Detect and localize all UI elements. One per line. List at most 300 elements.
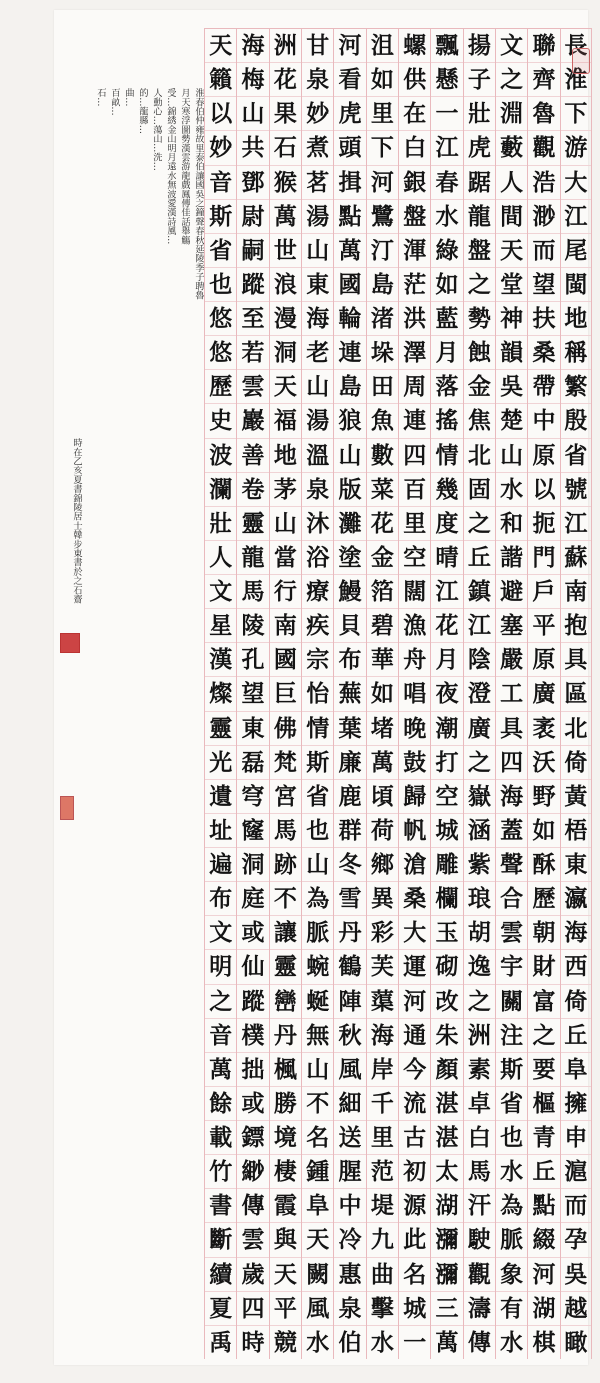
character-cell: 福 <box>270 403 301 437</box>
character-cell: 萬 <box>334 233 365 267</box>
character-cell: 孕 <box>561 1222 591 1256</box>
character-cell: 觀 <box>528 130 559 164</box>
character-cell: 湖 <box>528 1291 559 1325</box>
character-cell: 地 <box>270 438 301 472</box>
character-cell: 竹 <box>205 1154 236 1188</box>
seal-2-icon <box>60 796 74 820</box>
character-cell: 山 <box>302 369 333 403</box>
character-cell: 在 <box>399 96 430 130</box>
character-cell: 踞 <box>464 165 495 199</box>
character-cell: 沮 <box>367 28 398 62</box>
character-cell: 梧 <box>561 813 591 847</box>
character-cell: 廉 <box>334 745 365 779</box>
character-cell: 茫 <box>399 267 430 301</box>
character-cell: 當 <box>270 540 301 574</box>
character-cell: 之 <box>496 62 527 96</box>
character-cell: 境 <box>270 1120 301 1154</box>
character-cell: 巒 <box>270 984 301 1018</box>
character-cell: 江 <box>561 199 591 233</box>
character-cell: 水 <box>367 1325 398 1359</box>
character-cell: 蹤 <box>237 984 268 1018</box>
character-cell: 淵 <box>496 96 527 130</box>
character-cell: 唱 <box>399 676 430 710</box>
character-cell: 揚 <box>464 28 495 62</box>
character-cell: 下 <box>367 130 398 164</box>
character-cell: 石 <box>270 130 301 164</box>
character-cell: 闕 <box>302 1257 333 1291</box>
character-cell: 廣 <box>528 676 559 710</box>
character-cell: 太 <box>431 1154 462 1188</box>
character-cell: 雲 <box>237 369 268 403</box>
character-cell: 洞 <box>237 847 268 881</box>
character-cell: 書 <box>205 1188 236 1222</box>
character-cell: 滄 <box>399 847 430 881</box>
character-cell: 鏢 <box>237 1120 268 1154</box>
character-cell: 歸 <box>399 779 430 813</box>
character-cell: 下 <box>561 96 591 130</box>
character-cell: 打 <box>431 745 462 779</box>
character-cell: 綴 <box>528 1222 559 1256</box>
character-cell: 水 <box>496 1154 527 1188</box>
character-cell: 天 <box>270 369 301 403</box>
inscription-column: 曲… <box>123 88 134 107</box>
character-cell: 關 <box>496 984 527 1018</box>
character-cell: 稱 <box>561 335 591 369</box>
character-cell: 而 <box>528 233 559 267</box>
character-cell: 光 <box>205 745 236 779</box>
character-cell: 藍 <box>431 301 462 335</box>
character-cell: 煮 <box>302 130 333 164</box>
character-cell: 海 <box>496 779 527 813</box>
character-cell: 通 <box>399 1018 430 1052</box>
character-cell: 和 <box>496 506 527 540</box>
character-cell: 大 <box>399 915 430 949</box>
character-cell: 間 <box>496 199 527 233</box>
character-cell: 茗 <box>302 165 333 199</box>
character-cell: 里 <box>367 1120 398 1154</box>
character-cell: 風 <box>302 1291 333 1325</box>
character-cell: 共 <box>237 130 268 164</box>
character-cell: 盤 <box>464 233 495 267</box>
text-column <box>204 28 236 1359</box>
character-cell: 蜿 <box>302 949 333 983</box>
character-cell: 越 <box>561 1291 591 1325</box>
character-cell: 山 <box>302 233 333 267</box>
character-cell: 碧 <box>367 608 398 642</box>
character-cell: 一 <box>431 96 462 130</box>
character-cell: 湯 <box>302 403 333 437</box>
text-column <box>301 28 333 1359</box>
character-cell: 妙 <box>205 130 236 164</box>
character-cell: 洲 <box>464 1018 495 1052</box>
character-cell: 鰻 <box>334 574 365 608</box>
character-cell: 丘 <box>528 1154 559 1188</box>
character-cell: 嚴 <box>496 642 527 676</box>
character-cell: 月 <box>431 642 462 676</box>
character-cell: 戶 <box>528 574 559 608</box>
character-cell: 妙 <box>302 96 333 130</box>
character-cell: 紫 <box>464 847 495 881</box>
character-cell: 搖 <box>431 403 462 437</box>
character-cell: 白 <box>399 130 430 164</box>
character-cell: 改 <box>431 984 462 1018</box>
character-cell: 窿 <box>237 813 268 847</box>
character-cell: 空 <box>399 540 430 574</box>
character-cell: 之 <box>464 984 495 1018</box>
character-cell: 雲 <box>237 1222 268 1256</box>
character-cell: 茅 <box>270 472 301 506</box>
character-cell: 卓 <box>464 1086 495 1120</box>
character-cell: 擊 <box>367 1291 398 1325</box>
character-cell: 漁 <box>399 608 430 642</box>
character-cell: 棲 <box>270 1154 301 1188</box>
character-cell: 抱 <box>561 608 591 642</box>
character-cell: 萬 <box>431 1325 462 1359</box>
character-cell: 江 <box>561 506 591 540</box>
character-cell: 丹 <box>270 1018 301 1052</box>
character-cell: 情 <box>302 711 333 745</box>
character-cell: 至 <box>237 301 268 335</box>
character-cell: 而 <box>561 1188 591 1222</box>
character-cell: 與 <box>270 1222 301 1256</box>
character-cell: 數 <box>367 438 398 472</box>
character-cell: 浩 <box>528 165 559 199</box>
character-cell: 彩 <box>367 915 398 949</box>
character-cell: 洲 <box>270 28 301 62</box>
character-cell: 址 <box>205 813 236 847</box>
character-cell: 飄 <box>431 28 462 62</box>
character-cell: 洪 <box>399 301 430 335</box>
character-cell: 渾 <box>399 233 430 267</box>
character-cell: 扼 <box>528 506 559 540</box>
character-cell: 酥 <box>528 847 559 881</box>
character-cell: 拙 <box>237 1052 268 1086</box>
character-cell: 灘 <box>334 506 365 540</box>
character-cell: 舟 <box>399 642 430 676</box>
character-cell: 河 <box>334 28 365 62</box>
text-column <box>236 28 268 1359</box>
character-cell: 天 <box>302 1222 333 1256</box>
character-cell: 固 <box>464 472 495 506</box>
inscription-column: 百畝… <box>109 88 120 116</box>
character-cell: 龍 <box>464 199 495 233</box>
character-cell: 靈 <box>205 711 236 745</box>
character-cell: 螺 <box>399 28 430 62</box>
character-cell: 江 <box>464 608 495 642</box>
character-cell: 象 <box>496 1257 527 1291</box>
character-cell: 山 <box>302 1052 333 1086</box>
character-cell: 長 <box>561 28 591 62</box>
character-cell: 瀛 <box>561 881 591 915</box>
character-cell: 鹿 <box>334 779 365 813</box>
character-cell: 為 <box>302 881 333 915</box>
character-cell: 沃 <box>528 745 559 779</box>
character-cell: 東 <box>302 267 333 301</box>
character-cell: 伯 <box>334 1325 365 1359</box>
character-cell: 欄 <box>431 881 462 915</box>
character-cell: 原 <box>528 438 559 472</box>
character-cell: 堤 <box>367 1188 398 1222</box>
character-cell: 海 <box>237 28 268 62</box>
character-cell: 壯 <box>464 96 495 130</box>
character-cell: 諧 <box>496 540 527 574</box>
character-cell: 蕖 <box>367 984 398 1018</box>
character-cell: 殷 <box>561 403 591 437</box>
character-cell: 垛 <box>367 335 398 369</box>
inscription-column: 人動心…蕩山…洗… <box>151 88 162 171</box>
character-cell: 陣 <box>334 984 365 1018</box>
character-cell: 湛 <box>431 1086 462 1120</box>
character-cell: 城 <box>399 1291 430 1325</box>
character-cell: 曲 <box>367 1257 398 1291</box>
character-cell: 闊 <box>399 574 430 608</box>
character-cell: 人 <box>205 540 236 574</box>
character-cell: 供 <box>399 62 430 96</box>
character-cell: 九 <box>367 1222 398 1256</box>
character-cell: 涵 <box>464 813 495 847</box>
text-column <box>527 28 559 1359</box>
character-cell: 棋 <box>528 1325 559 1359</box>
character-cell: 澄 <box>464 676 495 710</box>
character-cell: 島 <box>334 369 365 403</box>
character-cell: 脈 <box>302 915 333 949</box>
character-cell: 仙 <box>237 949 268 983</box>
character-cell: 情 <box>431 438 462 472</box>
character-cell: 滬 <box>561 1154 591 1188</box>
character-cell: 歷 <box>205 369 236 403</box>
text-column <box>495 28 527 1359</box>
character-cell: 波 <box>205 438 236 472</box>
character-cell: 望 <box>528 267 559 301</box>
inscription-column: 的…龍縣… <box>137 88 148 134</box>
character-cell: 河 <box>399 984 430 1018</box>
character-cell: 運 <box>399 949 430 983</box>
character-cell: 汀 <box>367 233 398 267</box>
character-cell: 歲 <box>237 1257 268 1291</box>
character-cell: 無 <box>302 1018 333 1052</box>
character-cell: 魯 <box>528 96 559 130</box>
character-cell: 鍾 <box>302 1154 333 1188</box>
character-cell: 天 <box>270 1257 301 1291</box>
character-cell: 歷 <box>528 881 559 915</box>
character-cell: 勢 <box>464 301 495 335</box>
character-cell: 花 <box>270 62 301 96</box>
character-cell: 黃 <box>561 779 591 813</box>
character-cell: 或 <box>237 915 268 949</box>
character-cell: 游 <box>561 130 591 164</box>
character-cell: 巖 <box>237 403 268 437</box>
character-cell: 山 <box>334 438 365 472</box>
character-cell: 避 <box>496 574 527 608</box>
character-cell: 具 <box>496 711 527 745</box>
character-cell: 冬 <box>334 847 365 881</box>
character-cell: 具 <box>561 642 591 676</box>
character-cell: 磊 <box>237 745 268 779</box>
character-cell: 水 <box>496 472 527 506</box>
character-cell: 猴 <box>270 165 301 199</box>
character-cell: 湖 <box>431 1188 462 1222</box>
character-cell: 之 <box>528 1018 559 1052</box>
character-cell: 斷 <box>205 1222 236 1256</box>
character-cell: 砌 <box>431 949 462 983</box>
character-cell: 盤 <box>399 199 430 233</box>
character-cell: 焦 <box>464 403 495 437</box>
character-cell: 群 <box>334 813 365 847</box>
character-cell: 溫 <box>302 438 333 472</box>
character-cell: 冷 <box>334 1222 365 1256</box>
character-cell: 周 <box>399 369 430 403</box>
character-cell: 洞 <box>270 335 301 369</box>
character-cell: 馬 <box>270 813 301 847</box>
character-cell: 初 <box>399 1154 430 1188</box>
character-cell: 流 <box>399 1086 430 1120</box>
character-cell: 雪 <box>334 881 365 915</box>
character-cell: 音 <box>205 165 236 199</box>
character-cell: 鼓 <box>399 745 430 779</box>
text-column <box>269 28 301 1359</box>
character-cell: 以 <box>205 96 236 130</box>
character-cell: 湯 <box>302 199 333 233</box>
character-cell: 懸 <box>431 62 462 96</box>
character-cell: 區 <box>561 676 591 710</box>
character-cell: 馬 <box>464 1154 495 1188</box>
character-cell: 競 <box>270 1325 301 1359</box>
text-column <box>398 28 430 1359</box>
character-cell: 陵 <box>237 608 268 642</box>
character-cell: 楚 <box>496 403 527 437</box>
character-cell: 天 <box>496 233 527 267</box>
character-cell: 吳 <box>496 369 527 403</box>
character-cell: 汗 <box>464 1188 495 1222</box>
character-cell: 廣 <box>464 711 495 745</box>
character-cell: 中 <box>528 403 559 437</box>
character-cell: 梵 <box>270 745 301 779</box>
character-cell: 帶 <box>528 369 559 403</box>
character-cell: 蕪 <box>334 676 365 710</box>
character-cell: 堂 <box>496 267 527 301</box>
character-cell: 甘 <box>302 28 333 62</box>
character-cell: 讓 <box>270 915 301 949</box>
character-cell: 人 <box>496 165 527 199</box>
character-cell: 田 <box>367 369 398 403</box>
character-cell: 島 <box>367 267 398 301</box>
character-cell: 地 <box>561 301 591 335</box>
character-cell: 阜 <box>302 1188 333 1222</box>
character-cell: 北 <box>464 438 495 472</box>
character-cell: 頃 <box>367 779 398 813</box>
character-cell: 禹 <box>205 1325 236 1359</box>
character-cell: 望 <box>237 676 268 710</box>
character-cell: 桑 <box>528 335 559 369</box>
character-cell: 度 <box>431 506 462 540</box>
character-cell: 春 <box>431 165 462 199</box>
top-seal-icon <box>572 48 590 74</box>
inscription-column: 石… <box>95 88 106 107</box>
character-cell: 頭 <box>334 130 365 164</box>
character-cell: 里 <box>399 506 430 540</box>
character-cell: 浴 <box>302 540 333 574</box>
character-cell: 宇 <box>496 949 527 983</box>
character-cell: 綠 <box>431 233 462 267</box>
character-cell: 版 <box>334 472 365 506</box>
character-cell: 中 <box>334 1188 365 1222</box>
character-cell: 穹 <box>237 779 268 813</box>
character-cell: 海 <box>302 301 333 335</box>
character-cell: 蝕 <box>464 335 495 369</box>
character-cell: 濤 <box>464 1291 495 1325</box>
character-cell: 行 <box>270 574 301 608</box>
character-cell: 注 <box>496 1018 527 1052</box>
character-cell: 平 <box>270 1291 301 1325</box>
inscription-column: 受…錦綉金山明月遠水無波愛漢詩風… <box>165 88 176 245</box>
character-cell: 海 <box>367 1018 398 1052</box>
character-cell: 東 <box>237 711 268 745</box>
character-cell: 壯 <box>205 506 236 540</box>
character-cell: 今 <box>399 1052 430 1086</box>
character-cell: 金 <box>367 540 398 574</box>
character-cell: 鄧 <box>237 165 268 199</box>
character-cell: 悠 <box>205 301 236 335</box>
character-cell: 雲 <box>496 915 527 949</box>
character-cell: 山 <box>270 506 301 540</box>
character-cell: 鎮 <box>464 574 495 608</box>
character-cell: 樸 <box>237 1018 268 1052</box>
character-cell: 工 <box>496 676 527 710</box>
character-cell: 斯 <box>496 1052 527 1086</box>
character-cell: 幾 <box>431 472 462 506</box>
character-cell: 樞 <box>528 1086 559 1120</box>
character-cell: 齊 <box>528 62 559 96</box>
character-cell: 吳 <box>561 1257 591 1291</box>
character-cell: 水 <box>431 199 462 233</box>
character-cell: 梅 <box>237 62 268 96</box>
character-cell: 落 <box>431 369 462 403</box>
character-cell: 緲 <box>237 1154 268 1188</box>
character-cell: 一 <box>399 1325 430 1359</box>
character-cell: 逸 <box>464 949 495 983</box>
character-cell: 朝 <box>528 915 559 949</box>
character-cell: 山 <box>237 96 268 130</box>
character-cell: 風 <box>334 1052 365 1086</box>
seal-1-icon <box>60 633 80 653</box>
character-cell: 白 <box>464 1120 495 1154</box>
character-cell: 花 <box>431 608 462 642</box>
character-cell: 胡 <box>464 915 495 949</box>
character-cell: 申 <box>561 1120 591 1154</box>
character-cell: 載 <box>205 1120 236 1154</box>
character-cell: 如 <box>367 676 398 710</box>
character-cell: 玉 <box>431 915 462 949</box>
character-cell: 連 <box>399 403 430 437</box>
character-cell: 點 <box>334 199 365 233</box>
character-cell: 省 <box>496 1086 527 1120</box>
character-cell: 也 <box>302 813 333 847</box>
character-cell: 里 <box>367 96 398 130</box>
character-cell: 腥 <box>334 1154 365 1188</box>
character-cell: 輪 <box>334 301 365 335</box>
character-cell: 山 <box>302 847 333 881</box>
character-cell: 瞰 <box>561 1325 591 1359</box>
character-cell: 疾 <box>302 608 333 642</box>
character-cell: 續 <box>205 1257 236 1291</box>
character-cell: 山 <box>496 438 527 472</box>
character-cell: 時 <box>237 1325 268 1359</box>
character-cell: 省 <box>205 233 236 267</box>
character-cell: 江 <box>431 130 462 164</box>
character-cell: 源 <box>399 1188 430 1222</box>
character-cell: 潮 <box>431 711 462 745</box>
character-cell: 扶 <box>528 301 559 335</box>
